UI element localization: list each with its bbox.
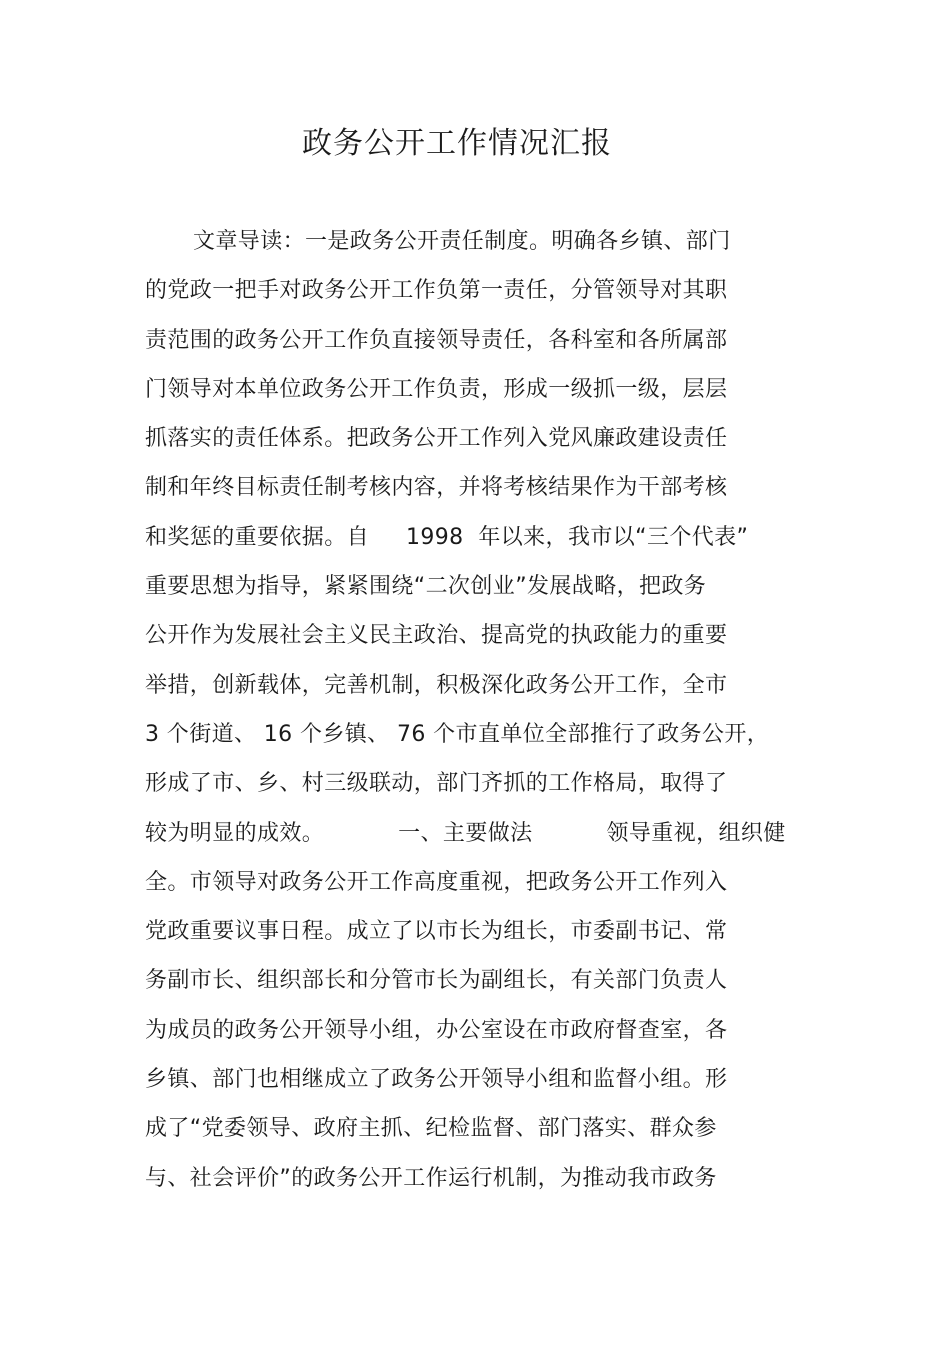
body-line: 乡镇、部门也相继成立了政务公开领导小组和监督小组。形 [145, 1067, 728, 1093]
body-line: 务副市长、组织部长和分管市长为副组长，有关部门负责人 [145, 968, 728, 994]
body-line: 党政重要议事日程。成立了以市长为组长，市委副书记、常 [145, 919, 728, 945]
body-line: 为成员的政务公开领导小组，办公室设在市政府督查室，各 [145, 1017, 728, 1043]
document-body [145, 222, 845, 1208]
body-line: 门领导对本单位政务公开工作负责，形成一级抓一级，层层 [145, 376, 728, 402]
body-line: 制和年终目标责任制考核内容，并将考核结果作为干部考核 [145, 475, 728, 501]
body-line: 抓落实的责任体系。把政务公开工作列入党风廉政建设责任 [145, 426, 728, 452]
body-line: 较为明显的成效。 一、主要做法 领导重视，组织健 [145, 820, 786, 846]
body-line: 全。市领导对政务公开工作高度重视，把政务公开工作列入 [145, 869, 728, 895]
body-line: 与、社会评价”的政务公开工作运行机制，为推动我市政务 [145, 1165, 717, 1191]
body-line: 公开作为发展社会主义民主政治、提高党的执政能力的重要 [145, 623, 728, 649]
body-line: 的党政一把手对政务公开工作负第一责任，分管领导对其职 [145, 278, 728, 304]
body-line: 成了“党委领导、政府主抓、纪检监督、部门落实、群众参 [145, 1116, 717, 1142]
body-line: 3 个街道、 16 个乡镇、 76 个市直单位全部推行了政务公开， [145, 721, 770, 747]
body-line: 和奖惩的重要依据。自 1998 年以来，我市以“三个代表” [145, 524, 749, 550]
body-line: 文章导读：一是政务公开责任制度。明确各乡镇、部门 [193, 229, 731, 254]
document-title: 政务公开工作情况汇报 [302, 126, 612, 161]
body-line: 重要思想为指导，紧紧围绕“二次创业”发展战略，把政务 [145, 574, 707, 600]
body-line: 举措，创新载体，完善机制，积极深化政务公开工作，全市 [145, 672, 728, 698]
body-line: 形成了市、乡、村三级联动，部门齐抓的工作格局，取得了 [145, 771, 728, 797]
body-line: 责范围的政务公开工作负直接领导责任，各科室和各所属部 [145, 327, 728, 353]
